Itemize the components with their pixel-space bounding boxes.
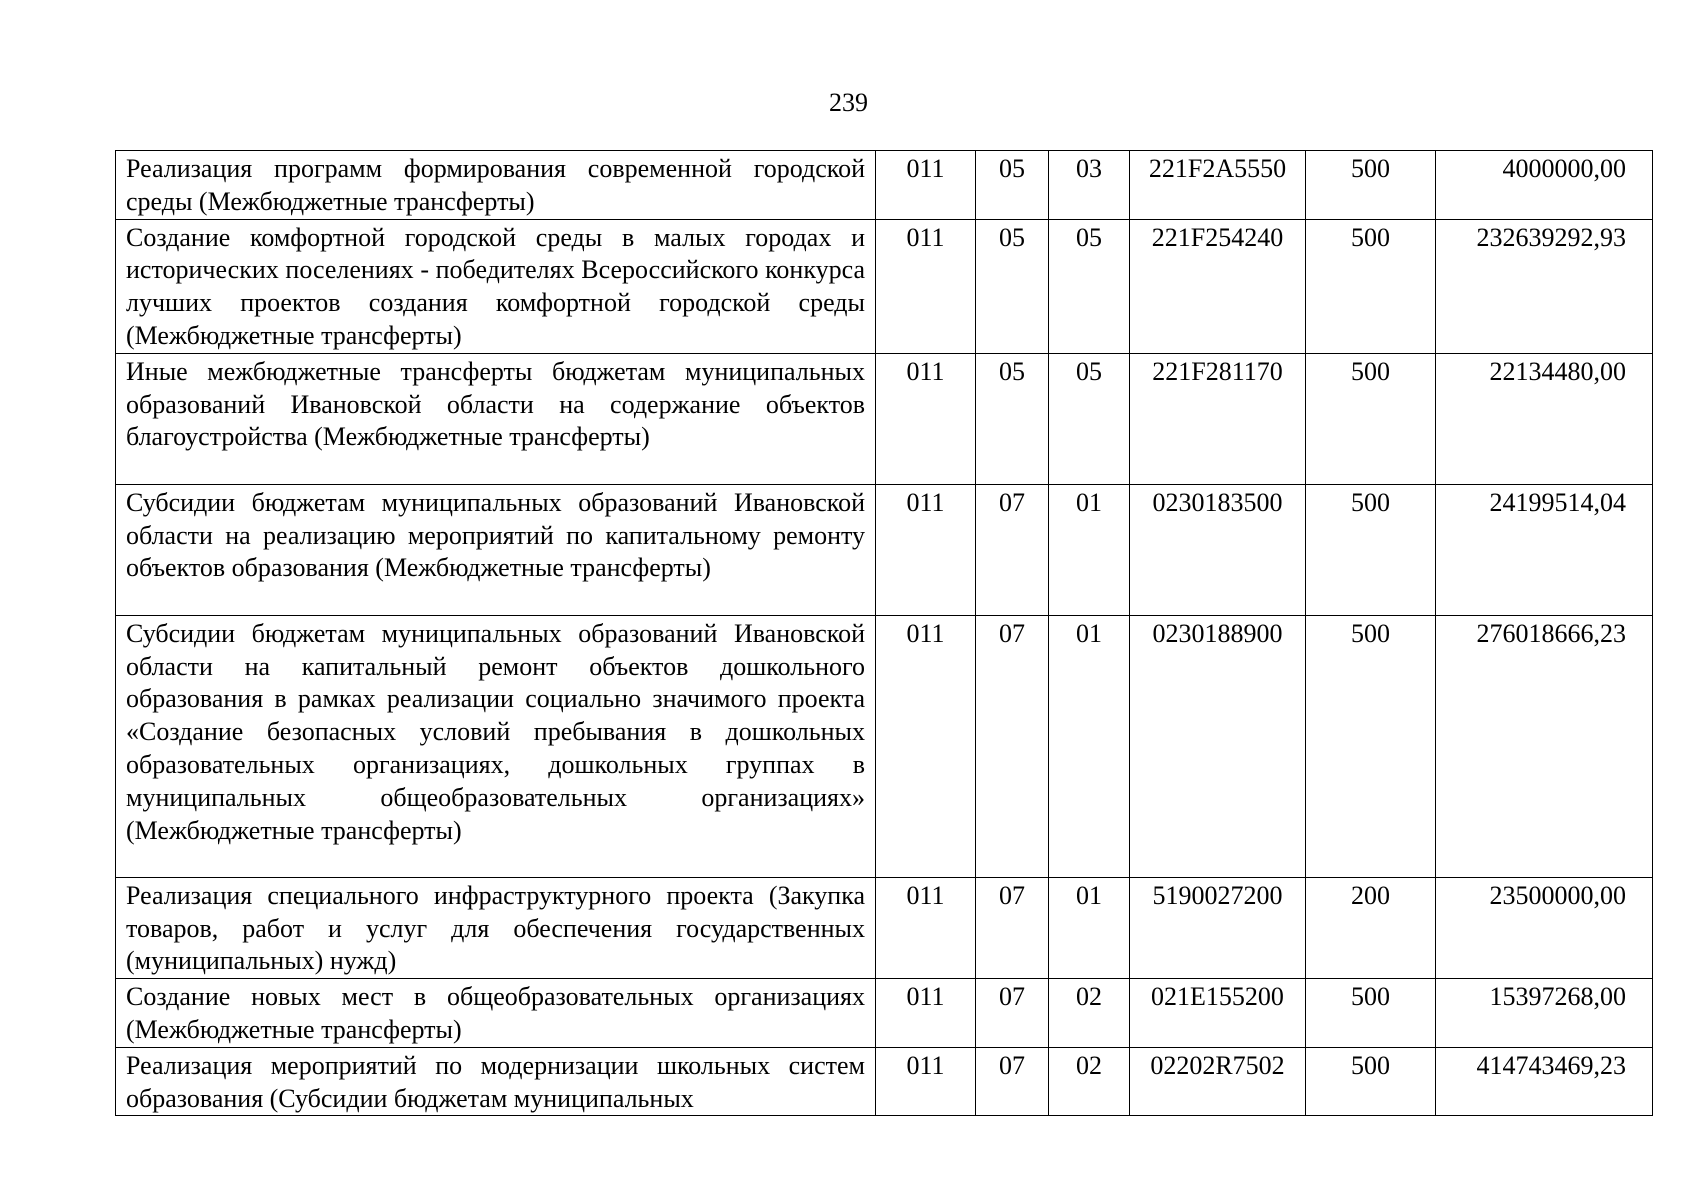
row-subsection: 03 [1049, 151, 1130, 220]
row-description: Создание комфортной городской среды в малых городах и исторических поселениях - победителях Всероссийского конкурса лучших проектов создания комфортной городской среды (Межбюджетные трансферты) [116, 219, 876, 353]
row-target-article: 5190027200 [1130, 877, 1306, 978]
row-target-article: 221F281170 [1130, 353, 1306, 484]
row-amount: 414743469,23 [1436, 1047, 1653, 1116]
row-expense-type: 200 [1306, 877, 1436, 978]
row-grbs: 011 [876, 615, 976, 877]
row-grbs: 011 [876, 353, 976, 484]
row-description: Субсидии бюджетам муниципальных образований Ивановской области на капитальный ремонт объектов дошкольного образования в рамках реализации социально значимого проекта «Создание безопасных условий пребывания в дошкольных образовательных организациях, дошкольных группах в муниципальных общеобразовательных организациях» (Межбюджетные трансферты) [116, 615, 876, 877]
row-target-article: 221F254240 [1130, 219, 1306, 353]
row-expense-type: 500 [1306, 151, 1436, 220]
row-amount: 232639292,93 [1436, 219, 1653, 353]
row-expense-type: 500 [1306, 484, 1436, 615]
row-subsection: 02 [1049, 1047, 1130, 1116]
row-description: Иные межбюджетные трансферты бюджетам муниципальных образований Ивановской области на содержание объектов благоустройства (Межбюджетные трансферты) [116, 353, 876, 484]
row-subsection: 02 [1049, 979, 1130, 1048]
table-row [116, 484, 1653, 615]
row-section: 05 [976, 219, 1049, 353]
row-subsection: 01 [1049, 615, 1130, 877]
row-section: 07 [976, 877, 1049, 978]
table-row [116, 151, 1653, 220]
row-section: 05 [976, 151, 1049, 220]
row-section: 07 [976, 1047, 1049, 1116]
row-amount: 22134480,00 [1436, 353, 1653, 484]
row-expense-type: 500 [1306, 353, 1436, 484]
row-grbs: 011 [876, 877, 976, 978]
table-row [116, 219, 1653, 353]
row-subsection: 05 [1049, 353, 1130, 484]
budget-table [115, 150, 1653, 1116]
row-section: 07 [976, 979, 1049, 1048]
table-row [116, 353, 1653, 484]
row-expense-type: 500 [1306, 1047, 1436, 1116]
row-amount: 15397268,00 [1436, 979, 1653, 1048]
row-subsection: 01 [1049, 877, 1130, 978]
row-target-article: 021E155200 [1130, 979, 1306, 1048]
row-grbs: 011 [876, 219, 976, 353]
table-row [116, 615, 1653, 877]
row-target-article: 02202R7502 [1130, 1047, 1306, 1116]
row-section: 05 [976, 353, 1049, 484]
row-amount: 4000000,00 [1436, 151, 1653, 220]
row-amount: 24199514,04 [1436, 484, 1653, 615]
table-row [116, 877, 1653, 978]
page-number: 239 [829, 88, 868, 117]
table-row [116, 979, 1653, 1048]
table-row [116, 1047, 1653, 1116]
row-target-article: 0230188900 [1130, 615, 1306, 877]
row-expense-type: 500 [1306, 219, 1436, 353]
row-subsection: 01 [1049, 484, 1130, 615]
row-description: Реализация мероприятий по модернизации школьных систем образования (Субсидии бюджетам муниципальных [116, 1047, 876, 1116]
row-section: 07 [976, 615, 1049, 877]
row-description: Создание новых мест в общеобразовательных организациях (Межбюджетные трансферты) [116, 979, 876, 1048]
row-target-article: 221F2A5550 [1130, 151, 1306, 220]
row-expense-type: 500 [1306, 979, 1436, 1048]
row-target-article: 0230183500 [1130, 484, 1306, 615]
row-amount: 276018666,23 [1436, 615, 1653, 877]
row-subsection: 05 [1049, 219, 1130, 353]
row-description: Реализация специального инфраструктурного проекта (Закупка товаров, работ и услуг для обеспечения государственных (муниципальных) нужд) [116, 877, 876, 978]
row-grbs: 011 [876, 1047, 976, 1116]
row-amount: 23500000,00 [1436, 877, 1653, 978]
row-grbs: 011 [876, 151, 976, 220]
row-expense-type: 500 [1306, 615, 1436, 877]
row-grbs: 011 [876, 979, 976, 1048]
row-description: Реализация программ формирования современной городской среды (Межбюджетные трансферты) [116, 151, 876, 220]
row-section: 07 [976, 484, 1049, 615]
row-grbs: 011 [876, 484, 976, 615]
row-description: Субсидии бюджетам муниципальных образований Ивановской области на реализацию мероприятий по капитальному ремонту объектов образования (Межбюджетные трансферты) [116, 484, 876, 615]
